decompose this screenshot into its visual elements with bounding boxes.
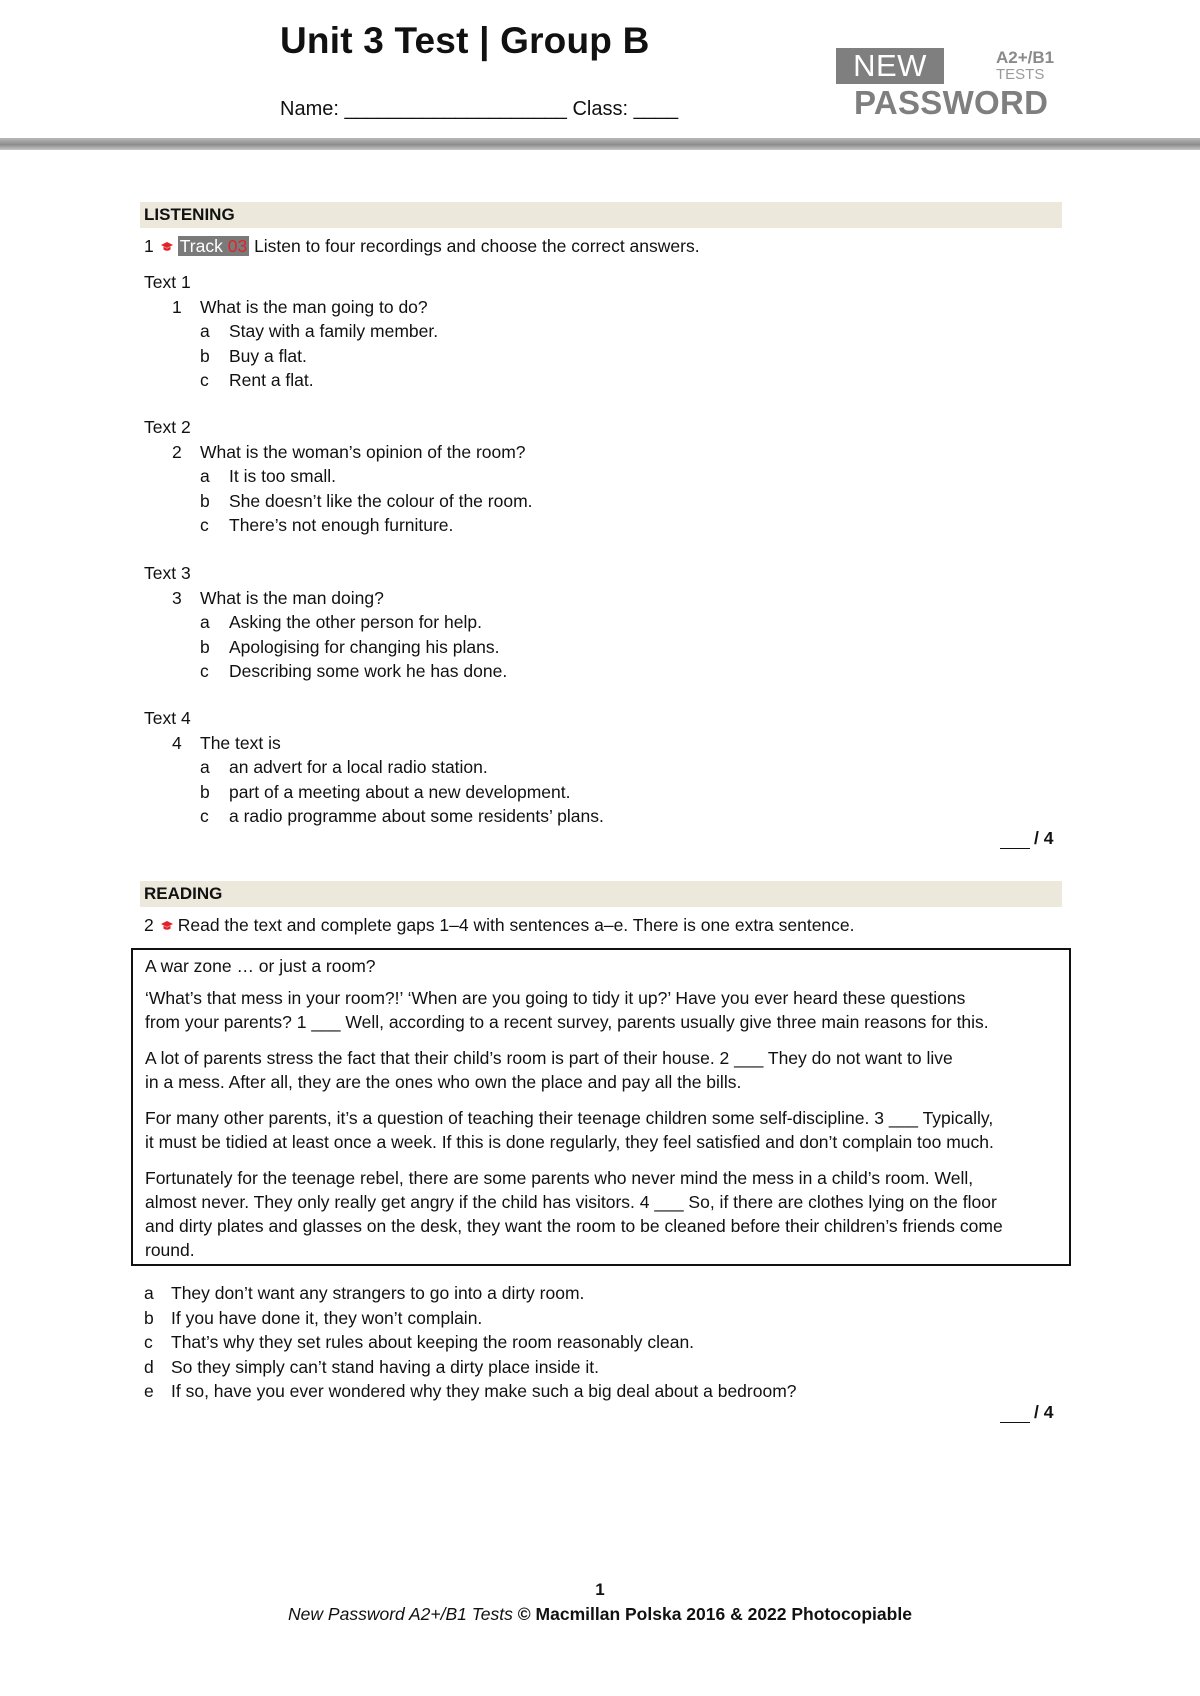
new-password-logo [836,46,1066,126]
option-text: If so, have you ever wondered why they make such a big deal about a bedroom? [171,1381,797,1401]
option-text: Stay with a family member. [229,321,439,341]
option-letter: c [200,370,209,390]
exam-task-icon [160,241,174,253]
option-letter: a [200,612,210,632]
option-letter: c [200,661,209,681]
track-label: Track [179,236,223,256]
option-text: It is too small. [229,466,336,486]
logo-password: PASSWORD [854,84,1049,121]
option-text: They don’t want any strangers to go into a dirty room. [171,1283,585,1303]
question-number: 4 [172,732,182,753]
answer-option[interactable] [200,610,482,634]
answer-option[interactable] [200,755,488,779]
instruction-text: Listen to four recordings and choose the correct answers. [254,236,700,256]
copyright-text: © Macmillan Polska 2016 & 2022 Photocopiable [517,1604,912,1624]
option-text: There’s not enough furniture. [229,515,454,535]
sentence-option[interactable] [144,1355,599,1379]
option-letter: b [144,1307,154,1328]
question-text: What is the woman’s opinion of the room? [200,441,526,462]
sentence-option[interactable] [144,1281,584,1305]
listening-score [1000,828,1053,849]
option-text: Apologising for changing his plans. [229,636,500,657]
text-label: Text 3 [144,563,191,583]
paragraph-line: almost never. They only really get angry if the child has visitors. 4 ___ So, if there are clothes lying on the floor [145,1192,997,1212]
paragraph-line: Fortunately for the teenage rebel, there are some parents who never mind the mess in a child’s room. Well, [145,1168,974,1188]
answer-option[interactable] [200,804,604,828]
answer-option[interactable] [200,344,307,368]
paragraph-line: A lot of parents stress the fact that their child’s room is part of their house. 2 ___ They do not want to live [145,1048,953,1068]
sentence-option[interactable] [144,1330,694,1354]
instruction-text: Read the text and complete gaps 1–4 with sentences a–e. There is one extra sentence. [177,915,855,935]
paragraph-line: in a mess. After all, they are the ones who own the place and pay all the bills. [145,1072,742,1092]
text-label: Text 1 [144,272,191,292]
answer-option[interactable] [200,659,507,683]
text-label: Text 2 [144,417,191,437]
option-text: Rent a flat. [229,370,314,390]
reading-instruction [144,913,855,937]
option-letter: b [200,636,210,657]
paragraph-line: from your parents? 1 ___ Well, according to a recent survey, parents usually give three main reasons for this. [145,1012,989,1032]
option-letter: c [200,515,209,535]
sentence-option[interactable] [144,1306,482,1330]
logo-level: A2+/B1 [996,48,1055,67]
answer-option[interactable] [200,489,533,513]
page-number: 1 [595,1580,605,1599]
track-badge[interactable] [178,236,249,256]
option-text: an advert for a local radio station. [229,757,488,777]
logo-new: NEW [836,48,944,84]
listening-heading: LISTENING [140,202,1062,228]
question-text: The text is [200,732,281,753]
option-letter: e [144,1381,154,1401]
answer-option[interactable] [200,635,499,659]
paragraph-line: and dirty plates and glasses on the desk, they want the room to be cleaned before their children’s friends come [145,1216,1003,1236]
page-title: Unit 3 Test | Group B [280,20,650,61]
listening-instruction [144,234,700,258]
copyright-line [0,1604,1200,1625]
text-label: Text 4 [144,708,191,728]
option-text: Buy a flat. [229,345,307,366]
option-letter: b [200,781,210,802]
logo-tests: TESTS [996,66,1045,83]
option-letter: d [144,1356,154,1377]
task-number: 2 [144,915,154,935]
option-letter: b [200,490,210,511]
option-letter: a [200,321,210,341]
option-text: That’s why they set rules about keeping the room reasonably clean. [171,1332,695,1352]
answer-option[interactable] [200,513,453,537]
paragraph-line: For many other parents, it’s a question of teaching their teenage children some self-discipline. 3 ___ Typically, [145,1108,994,1128]
book-title: New Password A2+/B1 Tests [288,1604,513,1624]
option-letter: a [200,757,210,777]
answer-option[interactable] [200,464,336,488]
score-total: / 4 [1034,1402,1054,1422]
option-letter: b [200,345,210,366]
option-text: Describing some work he has done. [229,661,508,681]
score-blank[interactable] [1000,1404,1030,1423]
question-number: 3 [172,587,182,608]
paragraph-line: ‘What’s that mess in your room?!’ ‘When are you going to tidy it up?’ Have you ever heard these questions [145,988,966,1008]
option-letter: a [200,466,210,486]
question-number: 2 [172,441,182,462]
sentence-option[interactable] [144,1379,797,1403]
score-total: / 4 [1034,828,1054,848]
option-text: She doesn’t like the colour of the room. [229,490,533,511]
reading-text-box [131,948,1071,1266]
answer-option[interactable] [200,368,314,392]
answer-option[interactable] [200,319,438,343]
answer-option[interactable] [200,780,570,804]
option-text: So they simply can’t stand having a dirty place inside it. [171,1356,599,1377]
option-text: If you have done it, they won’t complain. [171,1307,483,1328]
paragraph-line: round. [145,1240,195,1260]
reading-heading: READING [140,881,1062,907]
reading-score [1000,1402,1053,1423]
option-text: Asking the other person for help. [229,612,482,632]
option-letter: a [144,1283,154,1303]
option-text: part of a meeting about a new development. [229,781,571,802]
option-letter: c [200,806,209,826]
name-class-line: Name: ____________________ Class: ____ [280,98,679,120]
header-divider [0,138,1200,150]
question-number: 1 [172,296,182,317]
option-letter: c [144,1332,153,1352]
option-text: a radio programme about some residents’ plans. [229,806,604,826]
score-blank[interactable] [1000,830,1030,849]
exam-task-icon [160,920,174,932]
article-title: A war zone … or just a room? [145,956,376,976]
paragraph-line: it must be tidied at least once a week. If this is done regularly, they feel satisfied and don’t complain too much. [145,1132,994,1152]
question-text: What is the man doing? [200,587,384,608]
track-number: 03 [227,236,248,256]
question-text: What is the man going to do? [200,296,428,317]
task-number: 1 [144,236,154,256]
